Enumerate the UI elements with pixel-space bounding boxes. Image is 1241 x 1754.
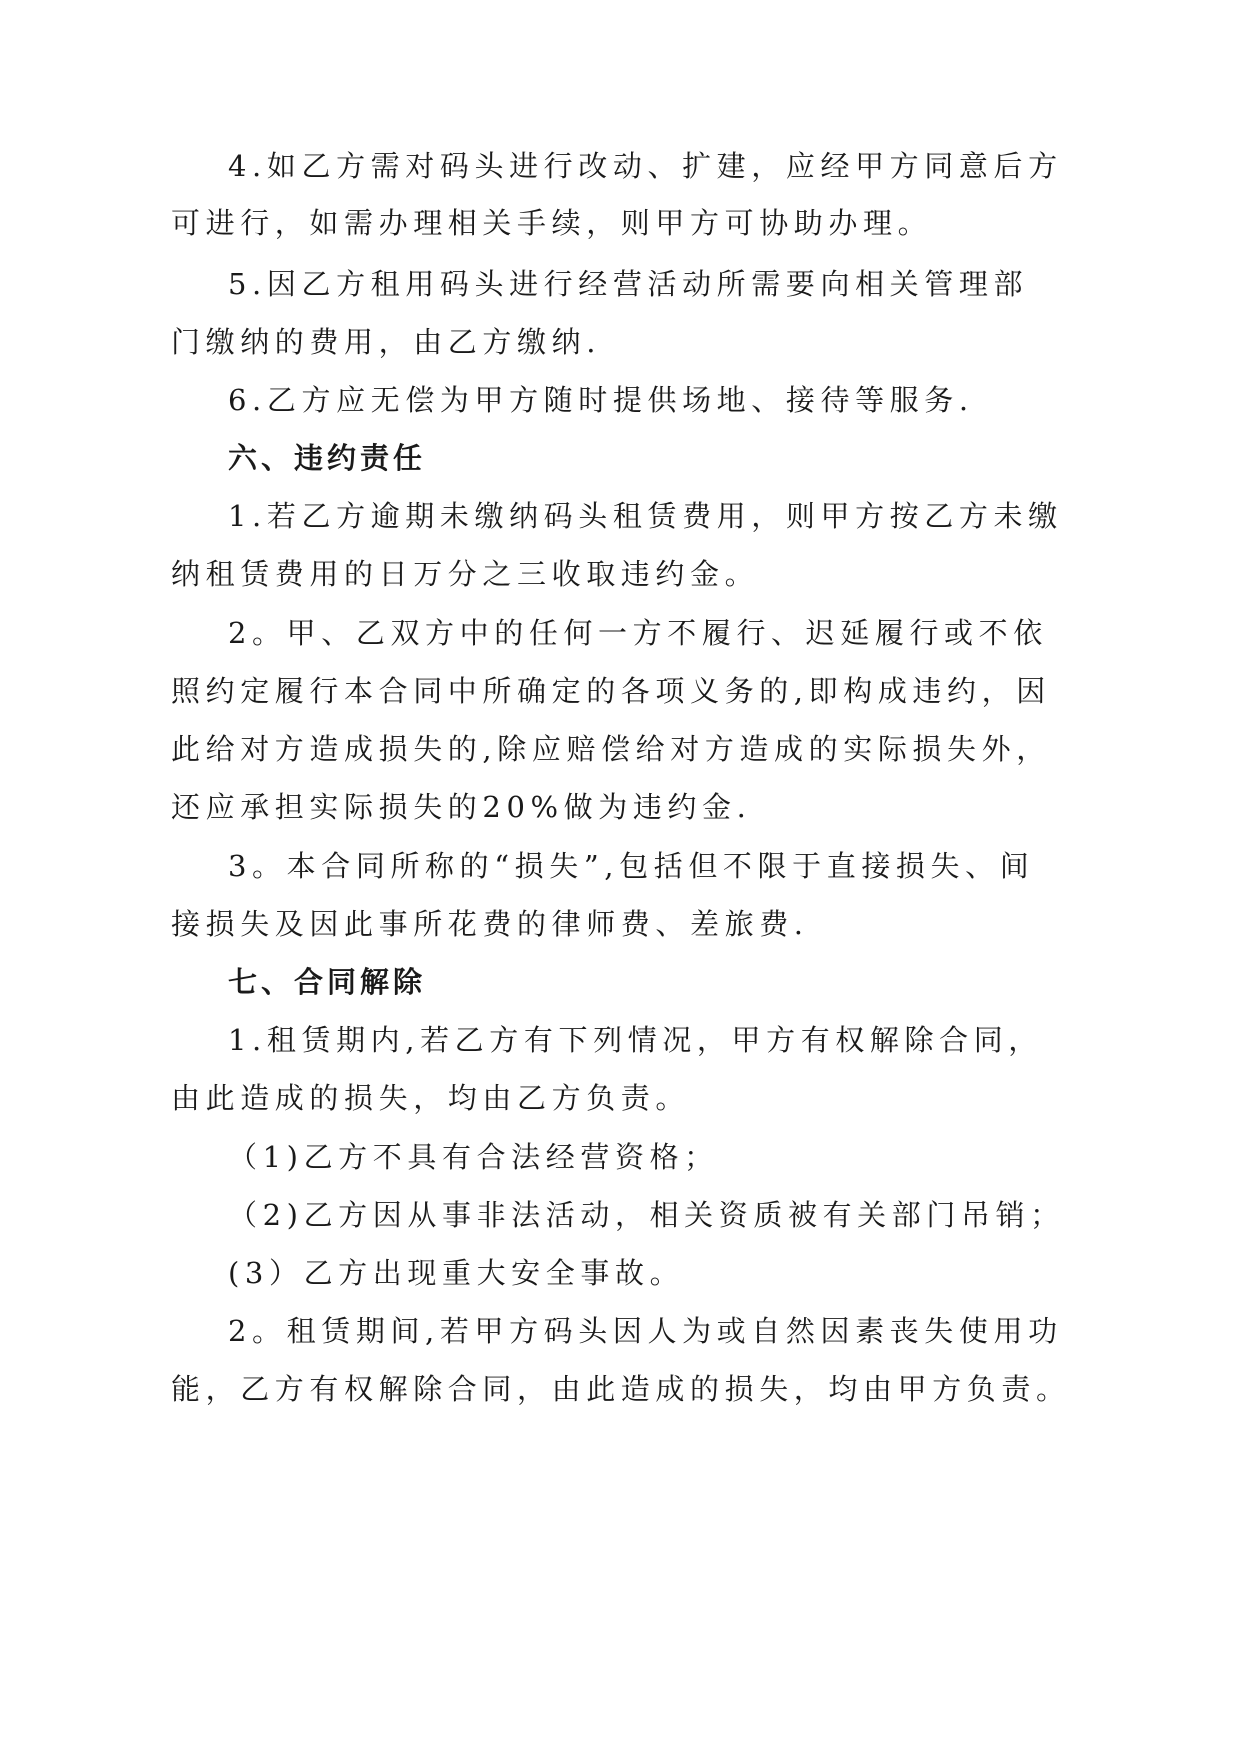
clause-6-1-line-1: 1.若乙方逾期未缴纳码头租赁费用，则甲方按乙方未缴 — [228, 499, 1063, 533]
clause-6-2-line-4: 还应承担实际损失的20%做为违约金. — [171, 790, 752, 824]
section-6-heading: 六、违约责任 — [228, 441, 427, 475]
clause-7-1-item-1: （1)乙方不具有合法经营资格； — [228, 1140, 719, 1174]
clause-6-2-line-3: 此给对方造成损失的,除应赔偿给对方造成的实际损失外， — [171, 732, 1051, 766]
clause-5-5-line-2: 门缴纳的费用，由乙方缴纳. — [171, 325, 602, 359]
clause-7-1-line-2: 由此造成的损失，均由乙方负责。 — [171, 1081, 691, 1115]
clause-6-1-line-2: 纳租赁费用的日万分之三收取违约金。 — [171, 557, 760, 591]
section-7-heading: 七、合同解除 — [228, 965, 427, 999]
clause-5-4-line-1: 4.如乙方需对码头进行改动、扩建，应经甲方同意后方 — [228, 149, 1063, 183]
clause-7-1-line-1: 1.租赁期内,若乙方有下列情况，甲方有权解除合同， — [228, 1023, 1043, 1057]
clause-6-2-line-2: 照约定履行本合同中所确定的各项义务的,即构成违约，因 — [171, 674, 1051, 708]
clause-7-1-item-3: (3）乙方出现重大安全事故。 — [228, 1256, 685, 1290]
clause-6-3-line-2: 接损失及因此事所花费的律师费、差旅费. — [171, 907, 809, 941]
clause-6-2-line-1: 2。甲、乙双方中的任何一方不履行、迟延履行或不依 — [228, 616, 1048, 650]
clause-5-5-line-1: 5.因乙方租用码头进行经营活动所需要向相关管理部 — [228, 267, 1029, 301]
clause-6-3-line-1: 3。本合同所称的“损失”,包括但不限于直接损失、间 — [228, 849, 1035, 883]
clause-5-6-line-1: 6.乙方应无偿为甲方随时提供场地、接待等服务. — [228, 383, 974, 417]
clause-7-2-line-2: 能，乙方有权解除合同，由此造成的损失，均由甲方负责。 — [171, 1372, 1071, 1406]
clause-7-2-line-1: 2。租赁期间,若甲方码头因人为或自然因素丧失使用功 — [228, 1314, 1063, 1348]
clause-5-4-line-2: 可进行，如需办理相关手续，则甲方可协助办理。 — [171, 206, 933, 240]
clause-7-1-item-2: （2)乙方因从事非法活动，相关资质被有关部门吊销； — [228, 1198, 1065, 1232]
